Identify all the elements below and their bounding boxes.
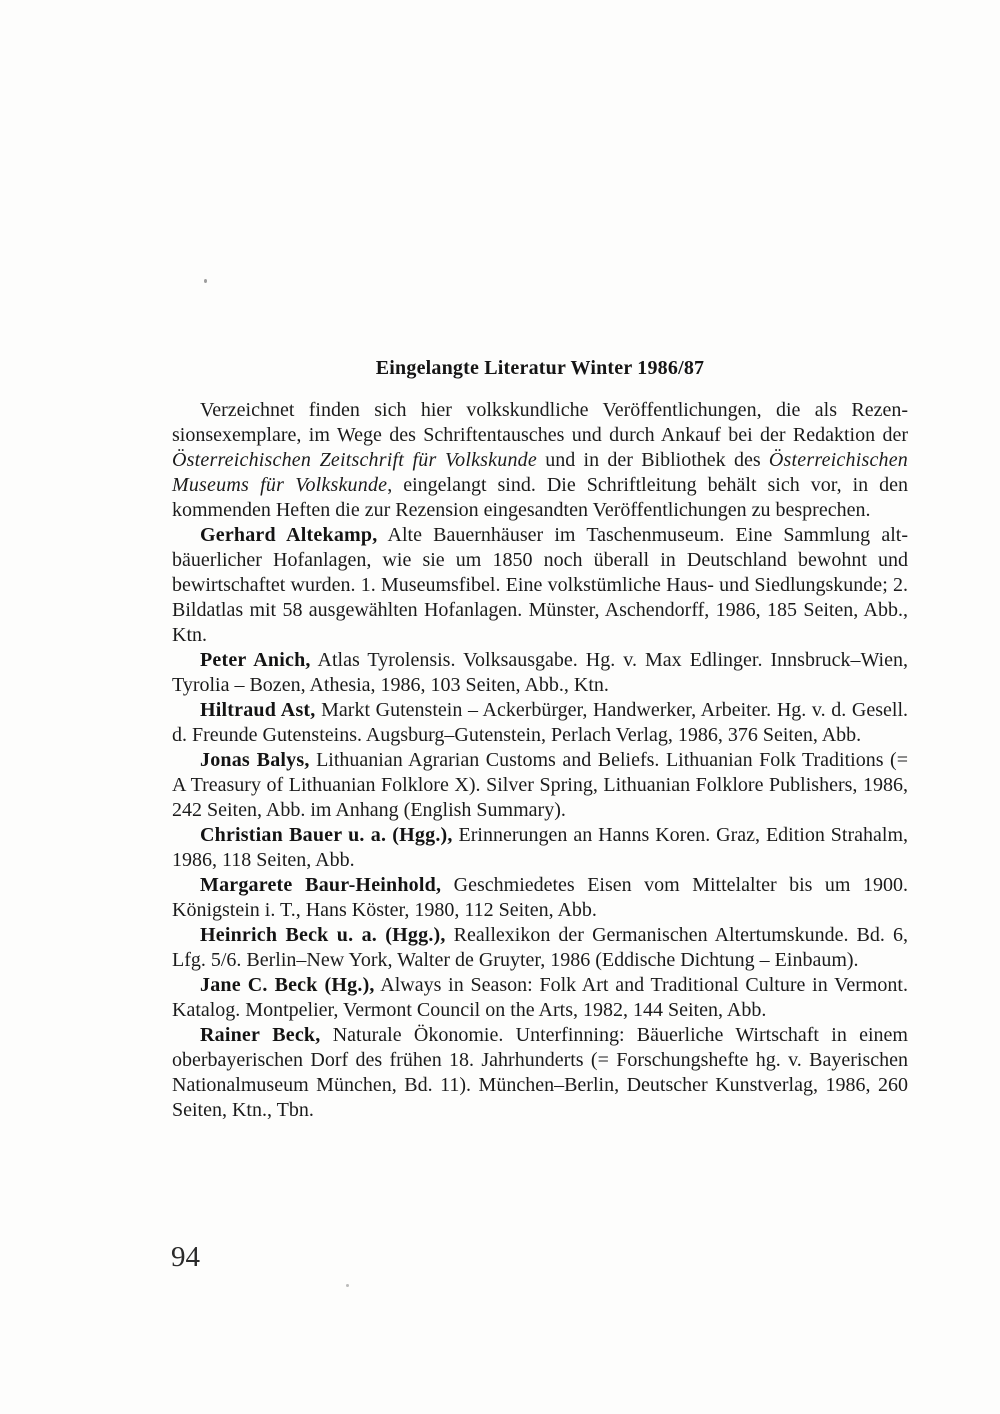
author-name: Hiltraud Ast, <box>200 699 316 721</box>
bibliography-entry <box>172 823 908 873</box>
entry-text: Reallexikon der Germanischen Altertumskunde. Bd. 6, Lfg. 5/6. Berlin–New York, Walter de Gruyter, 1986 (Eddische Dichtung – Einbaum). <box>172 924 908 971</box>
intro-text-3: , eingelangt sind. Die Schriftleitung behält sich vor, in den kommenden Heften die zur Rezension eingesandten Veröffentlichungen zu besprechen. <box>172 474 908 521</box>
journal-name: Österreichischen Zeitschrift für Volkskunde <box>172 449 537 471</box>
bibliography-entry <box>172 923 908 973</box>
entry-text: Erinnerungen an Hanns Koren. Graz, Edition Strahalm, 1986, 118 Seiten, Abb. <box>172 824 909 871</box>
entry-text: Alte Bauernhäuser im Taschenmuseum. Eine Sammlung altbäuerlicher Hofanlagen, wie sie um 1850 noch überall in Deutschland bewohnt und bewirtschaftet wurden. 1. Museumsfibel. Eine volkstümliche Haus- und Siedlungskunde; 2. Bildatlas mit 58 ausgewählten Hofanlagen. Münster, Aschendorff, 1986, 185 Seiten, Abb., Ktn. <box>172 524 908 646</box>
page-number: 94 <box>171 1241 200 1273</box>
scan-speck <box>204 279 207 283</box>
bibliography-entry <box>172 1023 908 1123</box>
entry-text: Naturale Ökonomie. Unterfinning: Bäuerliche Wirtschaft in einem oberbayerischen Dorf des frühen 18. Jahrhunderts (= Forschungshefte hg. v. Bayerischen Nationalmuseum München, Bd. 11). München–Berlin, Deutscher Kunstverlag, 1986, 260 Seiten, Ktn., Tbn. <box>172 1024 908 1121</box>
author-name: Jonas Balys, <box>200 749 310 771</box>
bibliography-entry <box>172 748 908 823</box>
author-name: Christian Bauer u. a. (Hgg.), <box>200 824 453 846</box>
text-block <box>172 356 908 1123</box>
author-name: Heinrich Beck u. a. (Hgg.), <box>200 924 446 946</box>
page-title: Eingelangte Literatur Winter 1986/87 <box>375 357 705 379</box>
bibliography-entry <box>172 523 908 648</box>
entry-text: Markt Gutenstein – Ackerbürger, Handwerker, Arbeiter. Hg. v. d. Gesell. d. Freunde Gutensteins. Augsburg–Gutenstein, Perlach Verlag, 1986, 376 Seiten, Abb. <box>172 699 909 746</box>
author-name: Margarete Baur-Heinhold, <box>200 874 442 896</box>
bibliography-entry <box>172 648 908 698</box>
intro-text-2: und in der Bibliothek des <box>536 449 769 471</box>
entry-text: Geschmiedetes Eisen vom Mittelalter bis um 1900. Königstein i. T., Hans Köster, 1980, 112 Seiten, Abb. <box>172 874 908 921</box>
bibliography-entry <box>172 698 908 748</box>
scan-speck <box>346 1284 349 1287</box>
intro-paragraph <box>172 398 908 523</box>
intro-text-1: Verzeichnet finden sich hier volkskundliche Veröffentlichungen, die als Rezensionsexemplare, im Wege des Schriftentausches und durch Ankauf bei der Redaktion der <box>172 399 908 446</box>
author-name: Gerhard Altekamp, <box>200 524 378 546</box>
author-name: Rainer Beck, <box>200 1024 321 1046</box>
author-name: Peter Anich, <box>200 649 311 671</box>
author-name: Jane C. Beck (Hg.), <box>200 974 375 996</box>
bibliography-entry <box>172 973 908 1023</box>
entry-text: Atlas Tyrolensis. Volksausgabe. Hg. v. Max Edlinger. Innsbruck–Wien, Tyrolia – Bozen, Athesia, 1986, 103 Seiten, Abb., Ktn. <box>172 649 908 696</box>
entry-text: Lithuanian Agrarian Customs and Beliefs. Lithuanian Folk Traditions (= A Treasury of Lithuanian Folklore X). Silver Spring, Lithuanian Folklore Publishers, 1986, 242 Seiten, Abb. im Anhang (English Summary). <box>172 749 908 821</box>
museum-name: Österreichischen Museums für Volkskunde <box>172 449 908 496</box>
entry-text: Always in Season: Folk Art and Traditional Culture in Vermont. Katalog. Montpelier, Vermont Council on the Arts, 1982, 144 Seiten, Abb. <box>172 974 908 1021</box>
bibliography-entry <box>172 873 908 923</box>
